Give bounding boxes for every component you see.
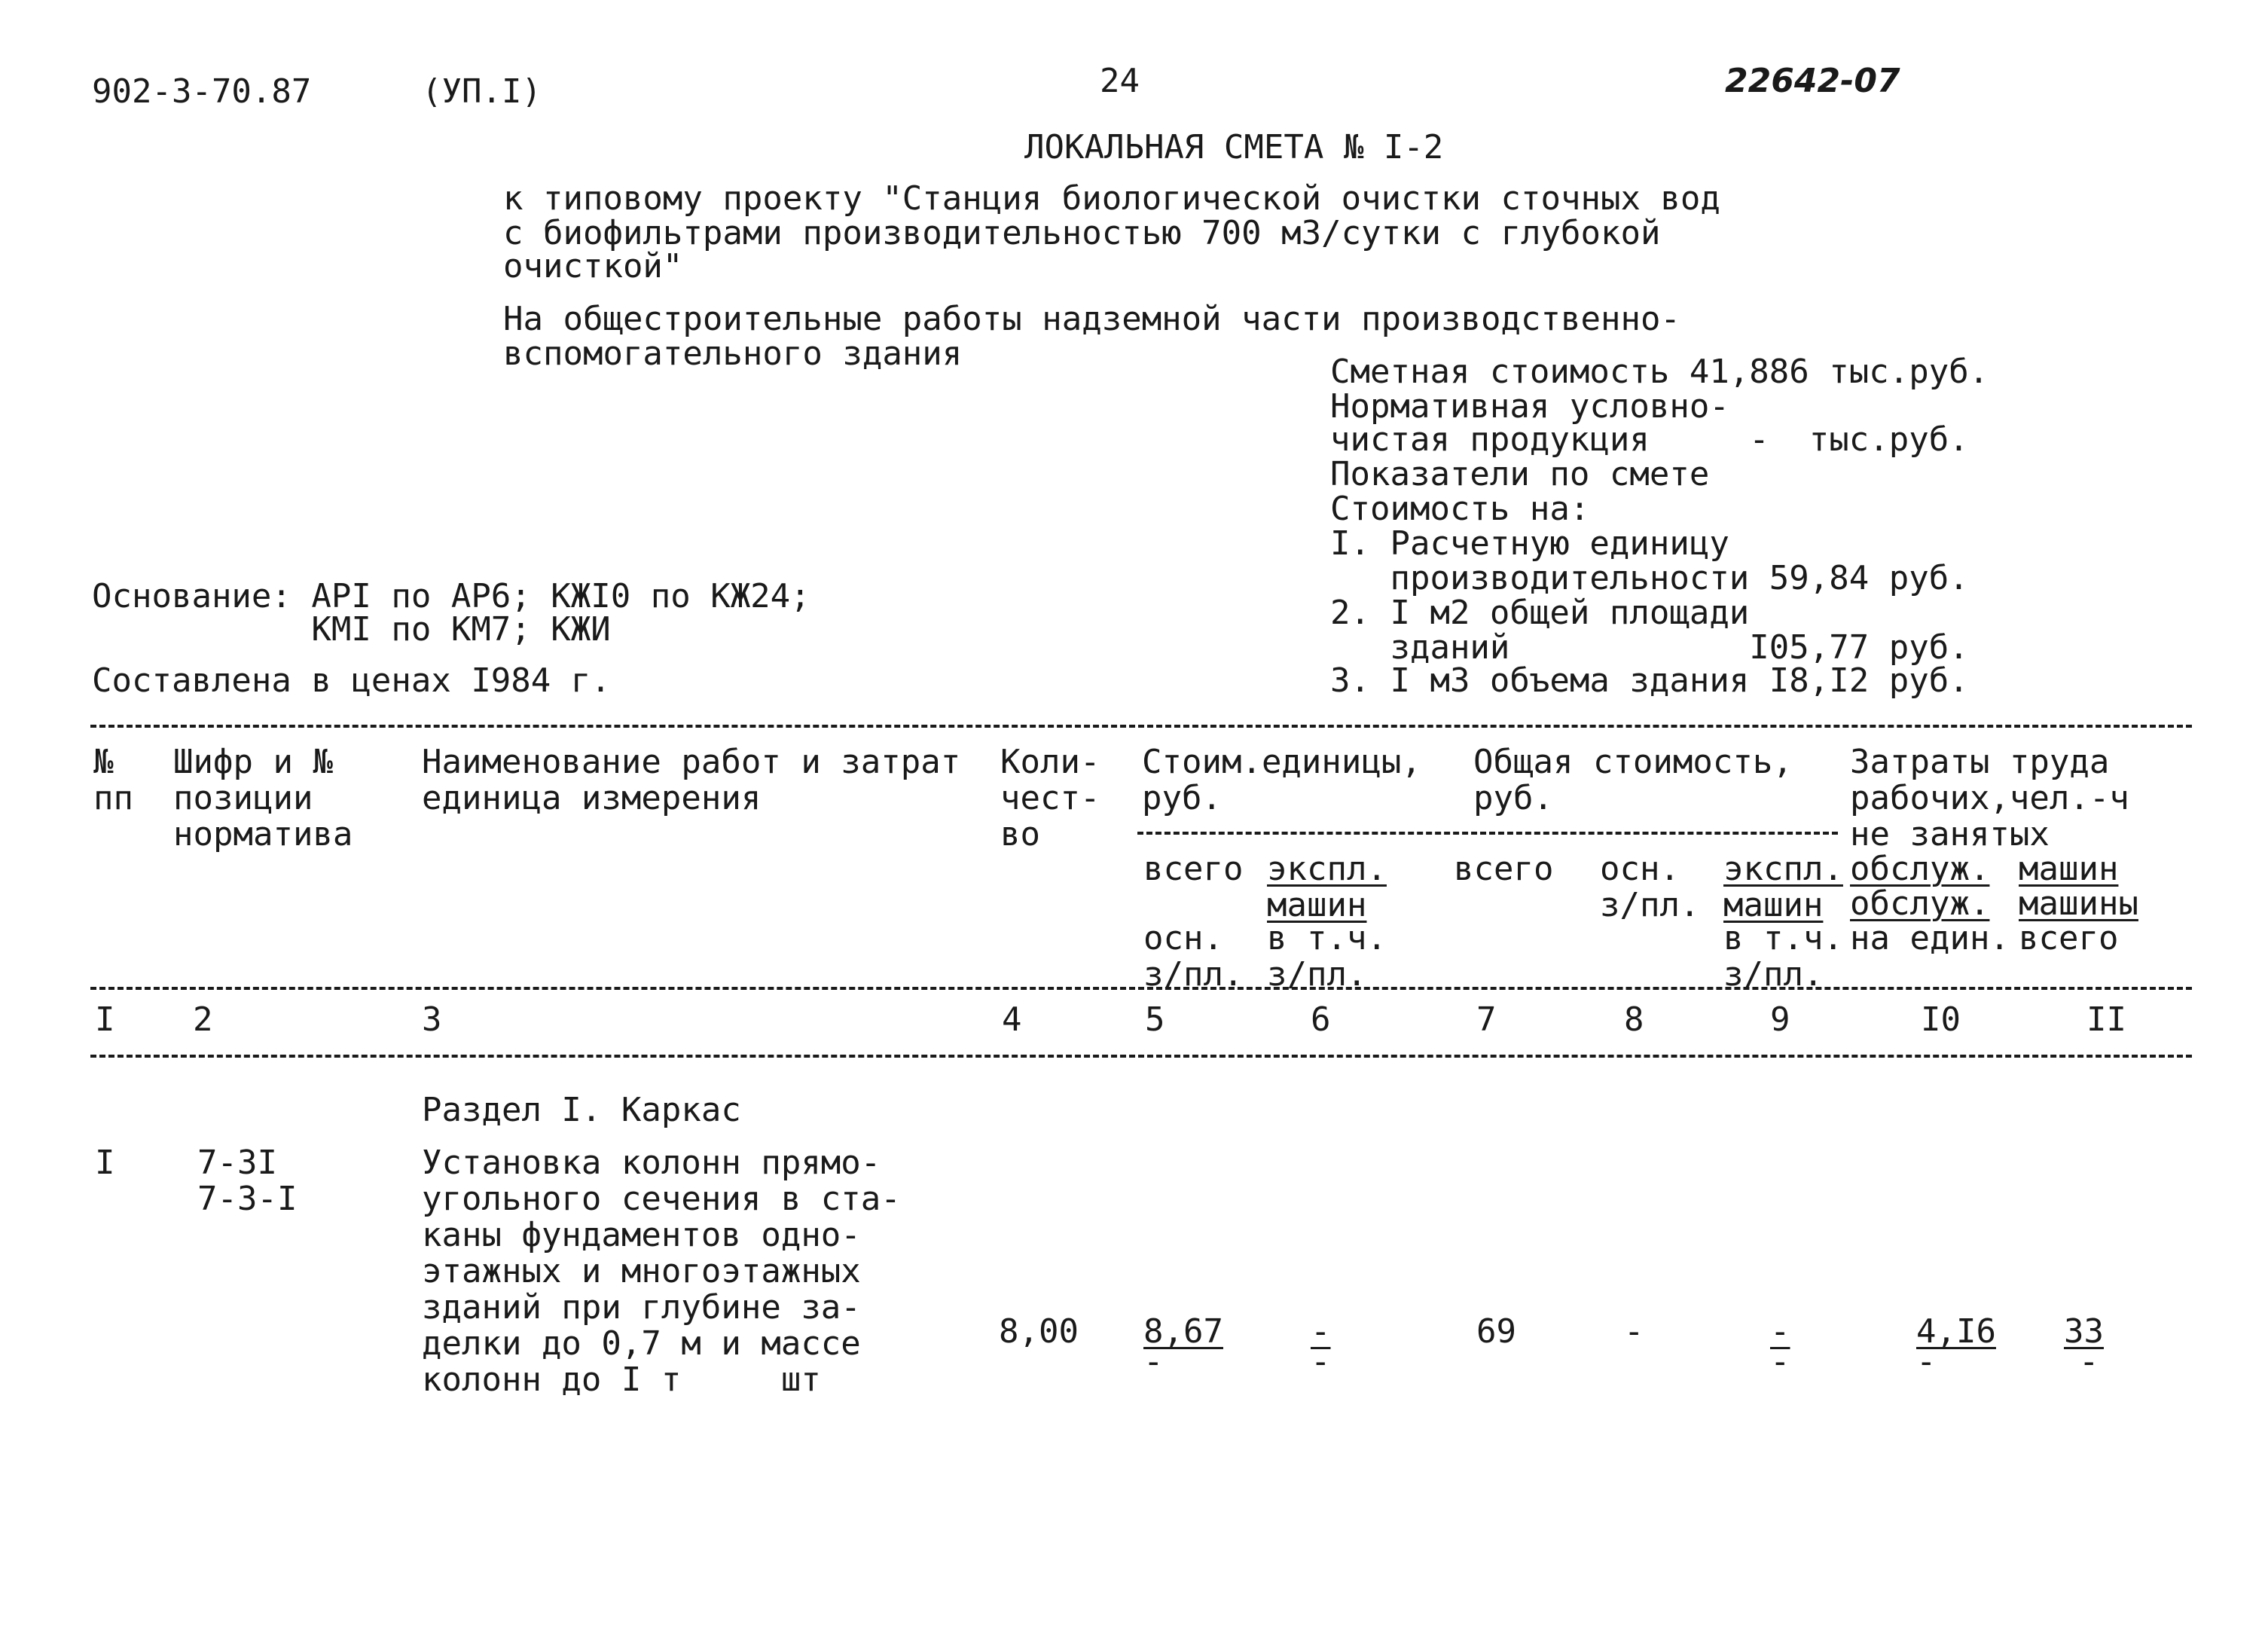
section-title: Раздел I. Каркас — [422, 1091, 741, 1129]
row-labor-unit-sub: - — [1916, 1342, 1937, 1381]
project-line-1: к типовому проекту "Станция биологической очистки сточных вод — [503, 179, 1720, 218]
cost-summary-line: зданий I05,77 руб. — [1330, 628, 1969, 667]
row-qty: 8,00 — [999, 1312, 1079, 1351]
row-labor-unit: 4,I6 — [1916, 1312, 1996, 1351]
basis-line-1: Основание: АРI по АР6; КЖI0 по КЖ24; — [92, 577, 810, 615]
row-total-mach: - — [1770, 1312, 1790, 1351]
col-header-code: Шифр и № позиции норматива — [173, 743, 353, 854]
column-number: 2 — [193, 1000, 213, 1039]
cost-summary-line: чистая продукция - тыс.руб. — [1330, 420, 1969, 459]
page-number: 24 — [1100, 62, 1140, 100]
col-header-total: всего — [1454, 850, 1554, 888]
col-header-unit-mach-wage: в т.ч. з/пл. — [1267, 919, 1387, 994]
cost-summary-line: Сметная стоимость 41,886 тыс.руб. — [1330, 353, 1989, 391]
cost-summary-line: I. Расчетную единицу — [1330, 524, 1729, 563]
col-header-total-mach-wage: в т.ч. з/пл. — [1723, 919, 1843, 994]
cost-summary-line: производительности 59,84 руб. — [1330, 559, 1969, 597]
row-total-base: - — [1624, 1312, 1644, 1351]
basis-line-2: КМI по КМ7; КЖИ — [92, 610, 611, 649]
column-number: I — [95, 1000, 115, 1039]
col-header-labor-unit-mid: обслуж. — [1850, 884, 1990, 923]
work-line-1: На общестроительные работы надземной части производственно- — [503, 300, 1680, 338]
column-number: II — [2086, 1000, 2126, 1039]
col-header-labor-unit-bottom: на един. — [1850, 919, 2010, 957]
document-code: 902-3-70.87 — [92, 72, 312, 111]
row-unit-mach: - — [1311, 1312, 1331, 1351]
col-header-total-cost: Общая стоимость, руб. — [1473, 743, 1793, 817]
col-header-unit-total: всего — [1143, 850, 1244, 888]
row-labor-total: 33 — [2064, 1312, 2104, 1351]
work-line-2: вспомогательного здания — [503, 334, 963, 373]
row-labor-total-sub: - — [2079, 1342, 2099, 1381]
col-header-labor-total-mid: машины — [2019, 884, 2138, 923]
col-header-total-base: осн. з/пл. — [1600, 850, 1700, 924]
table-rule-header-bottom — [90, 987, 2192, 990]
row-code: 7-3I 7-3-I — [197, 1144, 298, 1218]
cost-summary-line: Стоимость на: — [1330, 490, 1590, 528]
column-number: 3 — [422, 1000, 442, 1039]
col-header-labor-unit-top: обслуж. — [1850, 850, 1990, 888]
cost-summary-line: Показатели по смете — [1330, 455, 1710, 493]
row-unit-total: 8,67 — [1143, 1312, 1223, 1351]
volume-label: (УП.I) — [422, 72, 542, 111]
cost-summary-line: 3. I м3 объема здания I8,I2 руб. — [1330, 661, 1969, 700]
row-unit-mach-sub: - — [1311, 1342, 1331, 1381]
column-number: I0 — [1921, 1000, 1961, 1039]
inventory-number: 22642-07 — [1725, 62, 1900, 100]
col-header-num: № пп — [93, 743, 133, 817]
project-line-3: очисткой" — [503, 247, 683, 286]
row-total-mach-sub: - — [1770, 1342, 1790, 1381]
table-rule-top — [90, 725, 2192, 728]
table-rule-subheader — [1137, 832, 1838, 835]
row-name: Установка колонн прямо- угольного сечения в ста- каны фундаментов одно- этажных и многоэтажных зданий при глубине за- делки до 0,7 м и массе колонн до I т шт — [422, 1144, 901, 1399]
cost-summary-line: Нормативная условно- — [1330, 387, 1729, 426]
column-number: 9 — [1770, 1000, 1790, 1039]
column-number: 6 — [1311, 1000, 1331, 1039]
prices-year: Составлена в ценах I984 г. — [92, 661, 611, 700]
col-header-total-mach: экспл. машин — [1723, 850, 1843, 924]
row-number: I — [95, 1144, 115, 1182]
page-title: ЛОКАЛЬНАЯ СМЕТА № I-2 — [1024, 128, 1444, 166]
column-number: 8 — [1624, 1000, 1644, 1039]
project-line-2: с биофильтрами производительностью 700 м3/сутки с глубокой — [503, 214, 1661, 252]
col-header-unit-mach: экспл. машин — [1267, 850, 1387, 924]
col-header-labor: Затраты труда рабочих,чел.-ч не занятых — [1850, 743, 2129, 854]
cost-summary-line: 2. I м2 общей площади — [1330, 594, 1750, 632]
col-header-qty: Коли- чест- во — [1000, 743, 1100, 854]
col-header-name: Наименование работ и затрат единица измерения — [422, 743, 961, 817]
column-number: 5 — [1145, 1000, 1165, 1039]
col-header-labor-total-bottom: всего — [2019, 919, 2119, 957]
col-header-labor-total-top: машин — [2019, 850, 2119, 888]
row-unit-total-sub: - — [1143, 1342, 1164, 1381]
row-total: 69 — [1476, 1312, 1516, 1351]
column-number: 4 — [1002, 1000, 1022, 1039]
col-header-unit-base: осн. з/пл. — [1143, 919, 1244, 994]
table-rule-numbers-bottom — [90, 1055, 2192, 1058]
column-number: 7 — [1476, 1000, 1497, 1039]
col-header-unit-cost: Стоим.единицы, руб. — [1142, 743, 1421, 817]
